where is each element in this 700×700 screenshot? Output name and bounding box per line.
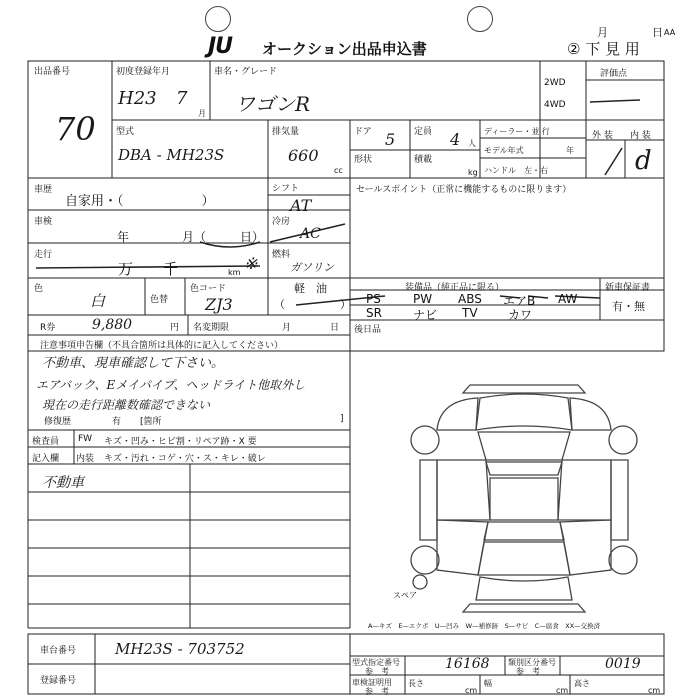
category-value: 自家用・（ ） (65, 194, 215, 209)
equip-leather: カワ (508, 308, 533, 322)
capacity-label: 定員 (414, 127, 433, 137)
first-reg-month: 7 (176, 88, 188, 109)
handle-label: ハンドル 左・右 (484, 166, 548, 175)
load-unit: kg (468, 168, 478, 177)
car-diagram (411, 385, 637, 612)
category-label: 車歴 (34, 185, 53, 195)
inspection-day: 日） (240, 230, 265, 244)
registration-label: 登録番号 (40, 676, 77, 686)
notes-line-1: 不動車、現車確認して下さい。 (42, 356, 225, 371)
new-car-cert-label: 新車保証書 (605, 283, 651, 293)
recycle-unit: 円 (170, 323, 180, 333)
lot-number-label: 出品番号 (34, 67, 71, 77)
equip-pw: PW (413, 292, 433, 306)
repair-option: 有 (112, 417, 122, 427)
interior-entry-items: キズ・汚れ・コゲ・穴・ス・キレ・破レ (104, 454, 266, 464)
new-car-cert-value: 有・無 (612, 300, 645, 313)
capacity-value: 4 (450, 130, 461, 149)
rating-label: 評価点 (600, 69, 628, 79)
model-year-unit: 年 (566, 146, 574, 155)
chassis-value: MH23S - 703752 (115, 640, 245, 658)
drive-2wd: 2WD (544, 78, 566, 88)
cert-height: 高さ (574, 679, 590, 688)
dealer-label: ディーラー・並 行 (484, 127, 550, 136)
name-change-label: 名変期限 (193, 323, 230, 333)
interior-entry-label: 内装 (76, 454, 95, 464)
model-label: 型式 (116, 127, 135, 137)
capacity-unit: 人 (468, 139, 476, 148)
notes-label: 注意事項申告欄（不具合箇所は具体的に記入してください） (40, 341, 284, 351)
notes-line-3: 現在の走行距離数確認できない (42, 398, 211, 412)
color-label: 色 (34, 284, 44, 294)
fuel-value: ガソリン (290, 261, 334, 274)
displacement-unit: cc (334, 166, 343, 175)
repair-end: ] (340, 414, 344, 424)
month-label: 月 (597, 26, 608, 39)
equip-tv: TV (462, 306, 478, 320)
displacement-label: 排気量 (272, 127, 300, 137)
form-title: オークション出品申込書 (262, 40, 427, 58)
class-no-label: 類別区分番号 (508, 658, 556, 667)
color-code-label: 色コード (190, 284, 227, 294)
doors-value: 5 (385, 130, 396, 149)
type-cert-sub: 参 考 (365, 667, 389, 676)
cert-sub: 参 考 (365, 687, 389, 696)
color-change-label: 色替 (150, 295, 169, 305)
interior-label: 内 装 (630, 131, 651, 141)
first-reg-month-unit: 月 (198, 109, 206, 118)
doors-label: ドア (354, 127, 372, 137)
cert-width-unit: cm (556, 686, 569, 695)
inspector-note: 不動車 (42, 475, 84, 491)
class-no-value: 0019 (605, 656, 641, 672)
shift-value: AT (290, 196, 312, 215)
cert-length: 長さ (408, 679, 424, 688)
cooler-value: AC (300, 226, 321, 242)
equip-ps: PS (366, 292, 381, 306)
mileage-man: 万 (118, 260, 134, 278)
first-reg-label: 初度登録年月 (116, 67, 171, 77)
class-no-sub: 参 考 (516, 667, 540, 676)
fuel-paren: （ ） (274, 298, 351, 311)
mileage-label: 走行 (34, 250, 53, 260)
fuel-option: 軽 油 (294, 282, 327, 295)
name-change-day: 日 (330, 323, 340, 333)
lot-number-value: 70 (55, 110, 96, 148)
interior-value: d (635, 146, 652, 176)
equip-aw: AW (558, 292, 578, 306)
equip-abs: ABS (458, 292, 482, 306)
exterior-label: 外 装 (592, 131, 613, 141)
cooler-label: 冷房 (272, 217, 291, 227)
notes-line-2: エアバック、Eメイパイプ、ヘッドライト他取外し (36, 378, 306, 392)
copy-label: ② 下 見 用 (567, 40, 640, 58)
recycle-value: 9,880 (92, 317, 133, 333)
equip-sr: SR (366, 306, 382, 320)
first-reg-year: H23 (118, 88, 157, 109)
cert-length-unit: cm (465, 686, 478, 695)
name-change-month: 月 (282, 323, 292, 333)
aa-label: AA (664, 28, 676, 37)
shift-label: シフト (272, 184, 300, 194)
chassis-label: 車台番号 (40, 646, 77, 656)
car-name-value: ワゴンR (235, 92, 311, 116)
repair-label: 修復歴 (44, 417, 72, 427)
shape-label: 形状 (354, 155, 373, 165)
cert-height-unit: cm (648, 686, 661, 695)
after-items-label: 後日品 (354, 325, 382, 335)
mileage-mark: ※ (244, 254, 258, 273)
load-label: 積載 (414, 155, 433, 165)
ju-logo: JU (208, 34, 233, 59)
displacement-value: 660 (288, 146, 319, 165)
cert-width: 幅 (484, 679, 492, 688)
repair-place: [箇所 (140, 417, 162, 427)
type-cert-label: 型式指定番号 (352, 658, 400, 667)
equip-navi: ナビ (413, 308, 438, 322)
inspector-label: 検査員 (32, 437, 60, 447)
inspection-label: 車検 (34, 217, 53, 227)
equip-airbag: エアB (503, 294, 536, 308)
color-code-value: ZJ3 (205, 295, 233, 314)
sales-point-label: セールスポイント（正常に機能するものに限ります） (356, 185, 572, 195)
inspection-month: 月（ (182, 230, 207, 244)
drive-4wd: 4WD (544, 100, 566, 110)
model-year-label: モデル年式 (484, 146, 524, 155)
type-cert-value: 16168 (445, 656, 490, 672)
mileage-km: km (228, 268, 241, 277)
mileage-sen: 千 (163, 260, 179, 278)
day-label: 日 (652, 26, 663, 39)
color-value: 白 (90, 292, 106, 310)
recycle-label: R券 (40, 323, 56, 333)
inspector-fw-items: キズ・凹み・ヒビ割・リペア跡・X 要 (104, 437, 257, 447)
fuel-label: 燃料 (272, 250, 291, 260)
inspection-year: 年 (117, 230, 130, 244)
spare-label: スペア (393, 591, 417, 600)
inspector-fw: FW (78, 434, 93, 444)
cert-label: 車検証明用 (352, 678, 392, 687)
car-name-label: 車名・グレード (214, 67, 278, 77)
equipment-label: 装備品（純正品に限る） (405, 283, 505, 293)
entry-label: 記入欄 (32, 454, 60, 464)
damage-legend: A—キズ E—エクボ U—凹み W—補修跡 S—サビ C—腐食 XX—交換済 (368, 622, 601, 630)
model-value: DBA - MH23S (118, 146, 225, 164)
